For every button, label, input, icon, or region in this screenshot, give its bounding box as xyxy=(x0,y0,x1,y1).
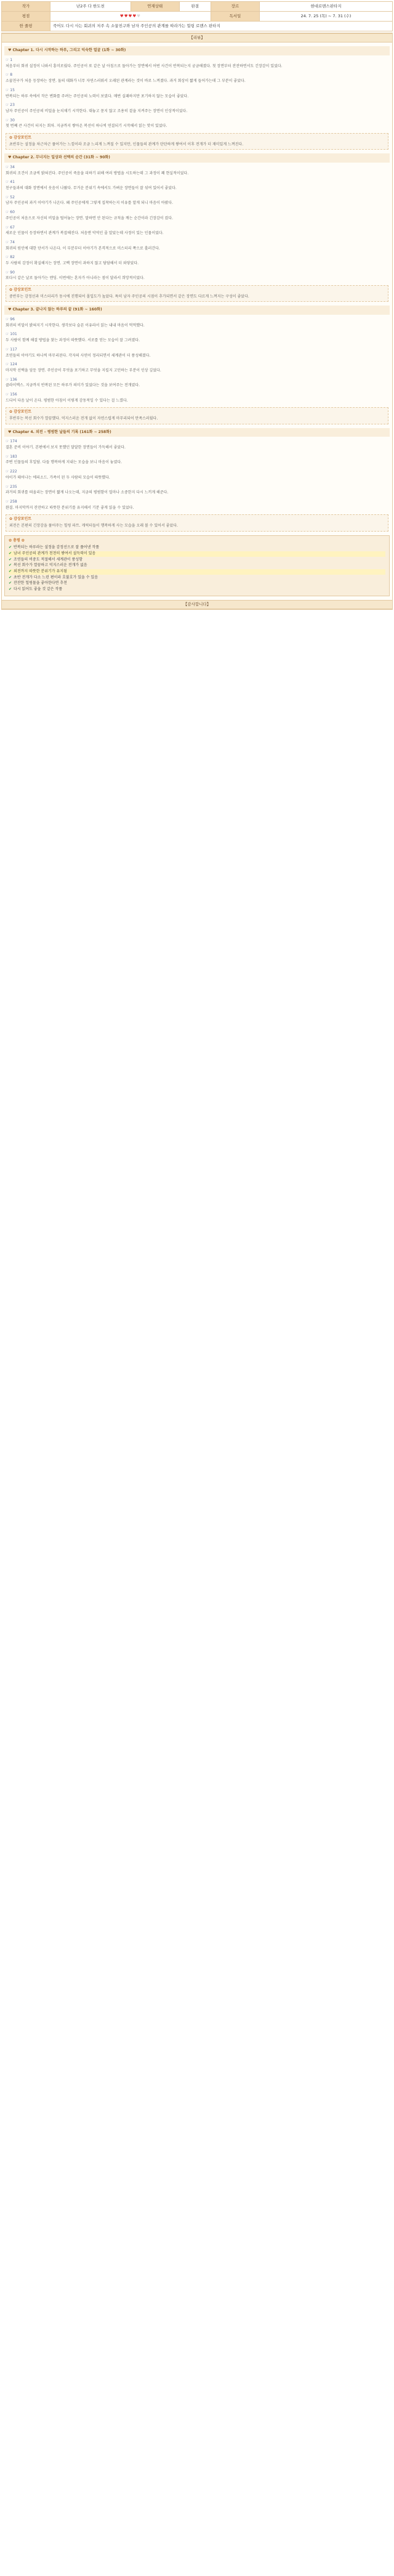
highlight-note xyxy=(6,407,388,424)
summary-item-text: 외전까지 따뜻한 분위기가 유지됨 xyxy=(14,569,67,574)
episode-text: 또다시 같은 날로 돌아가는 엔딩. 이번에는 혼자가 아니라는 점이 달라서 희망적이었다. xyxy=(6,276,145,281)
episode-text: 회귀의 비밀이 밝혀지기 시작한다. 생각보다 슬픈 이유라서 읽는 내내 마음이 먹먹했다. xyxy=(6,323,145,328)
episode-number: ☞ 1 xyxy=(6,58,13,63)
summary-item-text: 조연들의 비중도 적절해서 세계관이 풍성함 xyxy=(14,557,82,562)
episode-entry xyxy=(6,103,388,114)
author-value: 난2주 다 한도천 xyxy=(50,2,131,12)
episode-number: ☞ 117 xyxy=(6,347,17,352)
review-blocks xyxy=(2,46,392,531)
summary-item xyxy=(9,563,385,569)
episode-entry xyxy=(6,439,388,450)
summary-item-text: 잔잔한 힐링물을 좋아한다면 추천 xyxy=(14,581,67,586)
check-icon: ✔ xyxy=(9,563,12,568)
episode-entry xyxy=(6,73,388,84)
summary-item xyxy=(9,569,385,575)
summary-item-text: 다시 읽어도 좋을 것 같은 작품 xyxy=(14,587,63,592)
episode-number: ☞ 23 xyxy=(6,103,15,108)
chapter-heading: ♥ Chapter 2. 무너지는 일상과 선택의 순간 (31화 ~ 90화) xyxy=(4,153,390,163)
episode-entry xyxy=(6,195,388,206)
episode-entry xyxy=(6,332,388,343)
episode-entry xyxy=(6,255,388,266)
note-text: 중반부는 감정선과 미스터리가 동시에 진행되어 몰입도가 높았다. 특히 남자 주인공의 시점이 추가되면서 같은 장면도 다르게 느껴지는 구성이 좋았다. xyxy=(9,294,249,299)
episode-entry xyxy=(6,165,388,176)
summary-value: 죽어도 다시 사는 회귀의 저주 속 소꿉친구와 남자 주인공의 관계를 따라가는 힐링 로맨스 판타지 xyxy=(50,22,393,31)
episode-number: ☞ 52 xyxy=(6,195,15,200)
genre-value: 현대로맨스판타지 xyxy=(259,2,392,12)
episode-number: ☞ 82 xyxy=(6,255,15,260)
genre-label: 장르 xyxy=(211,2,259,12)
read-date-value: 24. 7. 25 (목) ~ 7. 31 (수) xyxy=(259,12,392,22)
summary-list xyxy=(9,545,385,593)
rating-label: 평점 xyxy=(2,12,50,22)
episode-text: 회귀의 원인에 대한 단서가 나온다. 이 부분부터 이야기가 본격적으로 미스터리 쪽으로 흘러간다. xyxy=(6,246,160,251)
episode-number: ☞ 174 xyxy=(6,439,17,444)
episode-number: ☞ 136 xyxy=(6,377,17,382)
episode-entry xyxy=(6,180,388,191)
summary-item-text: 남녀 주인공의 관계가 천천히 쌓여서 설득력이 있음 xyxy=(14,551,96,556)
review-title: 【리뷰】 xyxy=(2,33,392,43)
episode-number: ☞ 15 xyxy=(6,87,15,92)
info-table xyxy=(1,1,393,31)
episode-number: ☞ 258 xyxy=(6,499,17,504)
heart-filled-icon: ♥ xyxy=(128,13,133,18)
episode-number: ☞ 60 xyxy=(6,210,15,215)
episode-number: ☞ 30 xyxy=(6,118,15,123)
summary-item xyxy=(9,551,385,557)
episode-number: ☞ 124 xyxy=(6,362,17,367)
summary-heading: ✿ 총평 ✿ xyxy=(9,538,25,543)
check-icon: ✔ xyxy=(9,557,12,562)
episode-number: ☞ 183 xyxy=(6,454,17,459)
heart-empty-icon: ♥ xyxy=(137,13,141,18)
note-heading: ✿ 감상포인트 xyxy=(9,135,32,140)
summary-item xyxy=(9,581,385,586)
rating-hearts-icon xyxy=(120,14,141,18)
episode-text: 주변 인물들의 후일담. 다들 행복하게 지내는 모습을 보니 마음이 놓였다. xyxy=(6,460,123,465)
episode-text: 소꿉친구가 처음 등장하는 장면. 둘의 대화가 너무 자연스러워서 오래된 관계라는 것이 바로 느껴졌다. 과거 회상이 짧게 들어가는데 그 부분이 좋았다. xyxy=(6,79,246,84)
check-icon: ✔ xyxy=(9,569,12,574)
episode-text: 조연들의 이야기도 하나씩 마무리된다. 각자의 사연이 정리되면서 세계관이 더 풍성해졌다. xyxy=(6,353,151,358)
episode-entry xyxy=(6,58,388,69)
heart-filled-icon: ♥ xyxy=(119,13,124,18)
read-date-label: 독서일 xyxy=(211,12,259,22)
rating-value xyxy=(50,12,211,22)
check-icon: ✔ xyxy=(9,581,12,586)
note-text: 초반부는 설정을 차근차근 풀어가는 느낌이라 조금 느리게 느껴질 수 있지만, 인물들의 관계가 탄탄하게 쌓여서 이후 전개가 더 재미있게 느껴진다. xyxy=(9,142,244,147)
bottom-bar: 【감사합니다】 xyxy=(2,600,392,609)
episode-entry xyxy=(6,225,388,237)
episode-text: 드디어 다음 날이 온다. 평범한 아침이 이렇게 감동적일 수 있다는 걸 느꼈다. xyxy=(6,398,128,403)
summary-item-text: 복선 회수가 깔끔하고 억지스러운 전개가 없음 xyxy=(14,563,87,568)
episode-number: ☞ 222 xyxy=(6,469,17,474)
episode-entry xyxy=(6,469,388,480)
review-section xyxy=(1,33,393,610)
episode-text: 두 사람의 감정이 확실해지는 장면. 고백 장면이 과하지 않고 담담해서 더 와닿았다. xyxy=(6,261,139,265)
page xyxy=(0,1,394,610)
summary-label: 한 줄평 xyxy=(2,22,50,31)
episode-entry xyxy=(6,210,388,221)
episode-entry xyxy=(6,347,388,358)
episode-text: 처음부터 회귀 설정이 나와서 흥미로웠다. 주인공이 또 같은 날 아침으로 돌아가는 장면에서 어떤 사건이 반복되는지 궁금해졌다. 첫 장면부터 잔잔하면서도 긴장감이 있었다. xyxy=(6,63,283,68)
note-text: 후반부는 복선 회수가 깔끔했다. 억지스러운 전개 없이 자연스럽게 마무리되어 만족스러웠다. xyxy=(9,416,158,421)
episode-text: 첫 번째 큰 사건이 터지는 회차. 지금까지 쌓아온 복선이 하나씩 연결되기 시작해서 읽는 맛이 있었다. xyxy=(6,124,167,129)
check-icon: ✔ xyxy=(9,545,12,550)
episode-text: 남자 주인공의 과거 이야기가 나온다. 왜 주인공에게 그렇게 집착하는지 이유를 알게 되니 마음이 아팠다. xyxy=(6,201,174,206)
summary-box xyxy=(4,535,390,596)
author-label: 작가 xyxy=(2,2,50,12)
heart-filled-icon: ♥ xyxy=(132,13,137,18)
episode-number: ☞ 101 xyxy=(6,332,17,337)
check-icon: ✔ xyxy=(9,587,12,592)
episode-entry xyxy=(6,270,388,281)
episode-text: 아이가 태어나는 에피소드. 가족이 된 두 사람의 모습이 따뜻했다. xyxy=(6,475,110,480)
episode-entry xyxy=(6,392,388,403)
note-text: 외전은 본편의 긴장감을 풀어주는 힐링 파트. 캐릭터들이 행복하게 사는 모습을 오래 볼 수 있어서 좋았다. xyxy=(9,523,178,528)
episode-text: 회귀의 조건이 조금씩 밝혀진다. 주인공이 죽음을 피하기 위해 여러 방법을 시도하는데 그 과정이 꽤 현실적이었다. xyxy=(6,171,189,176)
episode-text: 완결. 마지막까지 잔잔하고 따뜻한 분위기를 유지해서 기분 좋게 읽을 수 있었다. xyxy=(6,505,134,510)
episode-text: 결혼 준비 이야기. 본편에서 보지 못했던 달달한 장면들이 가득해서 좋았다. xyxy=(6,445,126,450)
episode-number: ☞ 235 xyxy=(6,484,17,489)
highlight-note xyxy=(6,133,388,150)
episode-number: ☞ 156 xyxy=(6,392,17,397)
check-icon: ✔ xyxy=(9,551,12,556)
note-heading: ✿ 감상포인트 xyxy=(9,517,32,522)
episode-text: 새로운 인물이 등장하면서 관계가 복잡해진다. 처음엔 악역인 줄 알았는데 사정이 있는 인물이었다. xyxy=(6,231,164,236)
note-heading: ✿ 감상포인트 xyxy=(9,410,32,415)
episode-number: ☞ 96 xyxy=(6,317,15,322)
summary-item xyxy=(9,575,385,581)
episode-entry xyxy=(6,240,388,251)
episode-text: 마지막 선택을 앞둔 장면. 주인공이 무엇을 포기하고 무엇을 지킬지 고민하는 부분이 인상 깊었다. xyxy=(6,368,161,373)
summary-item-text: 반복되는 하루라는 설정을 감정선으로 잘 풀어낸 작품 xyxy=(14,545,99,550)
summary-item xyxy=(9,557,385,563)
episode-text: 남자 주인공이 주인공의 비밀을 눈치채기 시작한다. 대놓고 묻지 않고 조용히 곁을 지켜주는 장면이 인상적이었다. xyxy=(6,108,188,113)
episode-number: ☞ 67 xyxy=(6,225,15,230)
check-icon: ✔ xyxy=(9,575,12,580)
episode-number: ☞ 74 xyxy=(6,240,15,245)
finish-label: 연재상태 xyxy=(131,2,179,12)
episode-entry xyxy=(6,118,388,129)
summary-item-text: 초반 전개가 다소 느린 편이라 호불호가 있을 수 있음 xyxy=(14,575,98,580)
episode-entry xyxy=(6,455,388,466)
episode-text: 반복되는 하루 속에서 작은 변화를 주려는 주인공의 노력이 보였다. 매번 실패하지만 포기하지 않는 모습이 좋았다. xyxy=(6,94,189,99)
episode-number: ☞ 90 xyxy=(6,270,15,275)
episode-entry xyxy=(6,378,388,389)
highlight-note xyxy=(6,514,388,531)
episode-text: 과거의 회귀를 떠올리는 장면이 짧게 나오는데, 지금의 평범함이 얼마나 소중한지 다시 느끼게 해준다. xyxy=(6,490,169,495)
chapter-heading: ♥ Chapter 3. 끝나지 않는 하루의 끝 (91화 ~ 160화) xyxy=(4,306,390,315)
summary-item xyxy=(9,545,385,551)
highlight-note xyxy=(6,285,388,302)
episode-text: 친구들과의 대화 장면에서 웃음이 나왔다. 무거운 분위기 속에서도 가벼운 장면들이 잘 섞여 있어서 좋았다. xyxy=(6,186,177,191)
summary-item xyxy=(9,587,385,593)
note-heading: ✿ 감상포인트 xyxy=(9,288,32,293)
episode-number: ☞ 34 xyxy=(6,165,15,170)
episode-entry xyxy=(6,317,388,328)
episode-entry xyxy=(6,362,388,373)
episode-entry xyxy=(6,485,388,496)
episode-text: 주인공이 처음으로 자신의 비밀을 털어놓는 장면. 말하면 안 된다는 규칙을 깨는 순간이라 긴장감이 컸다. xyxy=(6,216,174,221)
episode-text: 클라이맥스. 지금까지 반복된 모든 하루가 의미가 있었다는 것을 보여주는 전개였다. xyxy=(6,383,140,388)
episode-number: ☞ 8 xyxy=(6,73,13,78)
finish-value: 완결 xyxy=(179,2,211,12)
chapter-heading: ♥ Chapter 1. 다시 시작하는 하루, 그리고 익숙한 얼굴 (1화 ~ 30화) xyxy=(4,46,390,55)
episode-number: ☞ 41 xyxy=(6,180,15,185)
chapter-heading: ♥ Chapter 4. 외전 – 평범한 날들의 기록 (161화 ~ 258화) xyxy=(4,428,390,437)
episode-entry xyxy=(6,88,388,99)
heart-filled-icon: ♥ xyxy=(124,13,129,18)
episode-text: 두 사람이 함께 해결 방법을 찾는 과정이 따뜻했다. 서로를 믿는 모습이 잘 그려졌다. xyxy=(6,338,140,343)
episode-entry xyxy=(6,500,388,511)
